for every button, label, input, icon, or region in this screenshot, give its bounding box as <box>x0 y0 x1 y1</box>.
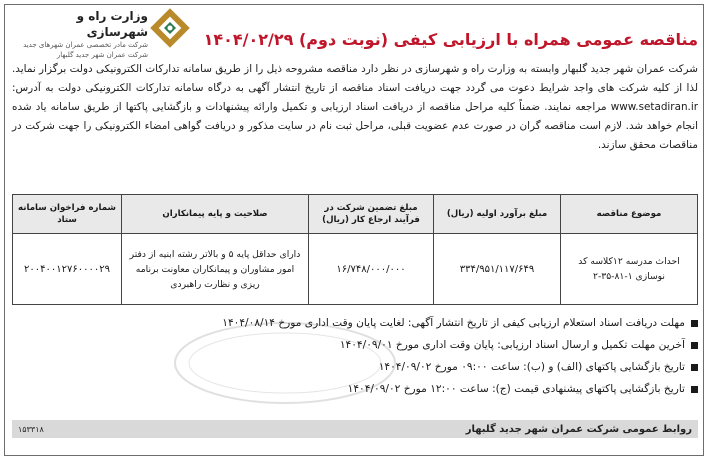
cell-qualification: دارای حداقل پایه ۵ و بالاتر رشته ابنیه از دفتر امور مشاوران و پیمانکاران معاونت برنامه ریزی و نظارت راهبردی <box>122 234 309 305</box>
list-item <box>160 312 698 334</box>
header-call-number: شماره فراخوان سامانه ستاد <box>13 195 122 234</box>
announcement-paragraph: شرکت عمران شهر جدید گلبهار وابسته به وزارت راه و شهرسازی در نظر دارد مناقصه مشروحه ذیل را از طریق سامانه تدارکات الکترونیکی دولت برگزار نماید. لذا از کلیه شرکت های واجد شرایط دعوت می گردد جهت دریافت اسناد مناقصه از تاریخ انتشار آگهی به درگاه سامانه تدارکات الکترونیکی دولت به آدرس: www.setadiran.ir مراجعه نمایند. ضمناً کلیه مراحل مناقصه از دریافت اسناد ارزیابی و تکمیل وارائه پیشنهادات و بازگشایی پاکتها از طریق سامانه یاد شده انجام خواهد شد. لازم است مناقصه گران در صورت عدم عضویت قبلی، مراحل ثبت نام در سایت مذکور و دریافت گواهی امضاء الکترونیکی را جهت شرکت در مناقصات محقق سازند. <box>12 63 698 151</box>
cell-guarantee: ۱۶/۷۴۸/۰۰۰/۰۰۰ <box>309 234 434 305</box>
header-qualification: صلاحیت و پایه پیمانکاران <box>122 195 309 234</box>
list-item <box>160 334 698 356</box>
bullet-square-icon <box>691 386 698 393</box>
logo-ministry-name: وزارت راه و شهرسازی <box>76 9 148 39</box>
logo-company: شرکت عمران شهر جدید گلبهار <box>56 51 148 59</box>
bullet-square-icon <box>691 320 698 327</box>
deadline-doc-receipt: مهلت دریافت اسناد استعلام ارزیابی کیفی از تاریخ انتشار آگهی: لغایت پایان وقت اداری مورخ ۱۴۰۴/۰۸/۱۴ <box>222 317 685 329</box>
announcement-body <box>12 60 698 155</box>
header-guarantee: مبلغ تضمین شرکت در فرآیند ارجاع کار (ریال) <box>309 195 434 234</box>
footer-ad-code: ۱۵۳۳۱۸ <box>18 424 44 434</box>
list-item <box>160 378 698 400</box>
bullet-square-icon <box>691 342 698 349</box>
deadline-opening-ab: تاریخ بازگشایی پاکتهای (الف) و (ب): ساعت ۰۹:۰۰ مورخ ۱۴۰۴/۰۹/۰۲ <box>378 361 685 373</box>
list-item <box>160 356 698 378</box>
cell-estimate: ۳۳۴/۹۵۱/۱۱۷/۶۴۹ <box>434 234 561 305</box>
header-estimate: مبلغ برآورد اولیه (ریال) <box>434 195 561 234</box>
logo-text <box>12 8 148 60</box>
table-header-row <box>13 195 698 234</box>
table-row <box>13 234 698 305</box>
cell-subject: احداث مدرسه ۱۲کلاسه کد نوسازی ۱-۸۱-۳۵-۲ <box>561 234 698 305</box>
header-subject: موضوع مناقصه <box>561 195 698 234</box>
logo-parent-company: شرکت مادر تخصصی عمران شهرهای جدید <box>23 41 148 49</box>
page-title: مناقصه عمومی همراه با ارزیابی کیفی (نوبت دوم) ۱۴۰۴/۰۲/۲۹ <box>203 30 698 49</box>
deadlines-list <box>160 312 698 400</box>
tender-table <box>12 194 698 305</box>
bullet-square-icon <box>691 364 698 371</box>
deadline-opening-c: تاریخ بازگشایی پاکتهای پیشنهادی قیمت (ج): ساعت ۱۲:۰۰ مورخ ۱۴۰۴/۰۹/۰۲ <box>347 383 685 395</box>
footer-public-relations: روابط عمومی شرکت عمران شهر جدید گلبهار <box>465 423 692 435</box>
footer-bar <box>12 420 698 438</box>
deadline-doc-submission: آخرین مهلت تکمیل و ارسال اسناد ارزیابی: پایان وقت اداری مورخ ۱۴۰۴/۰۹/۰۱ <box>339 339 685 351</box>
cell-call-number: ۲۰۰۴۰۰۱۲۷۶۰۰۰۰۲۹ <box>13 234 122 305</box>
